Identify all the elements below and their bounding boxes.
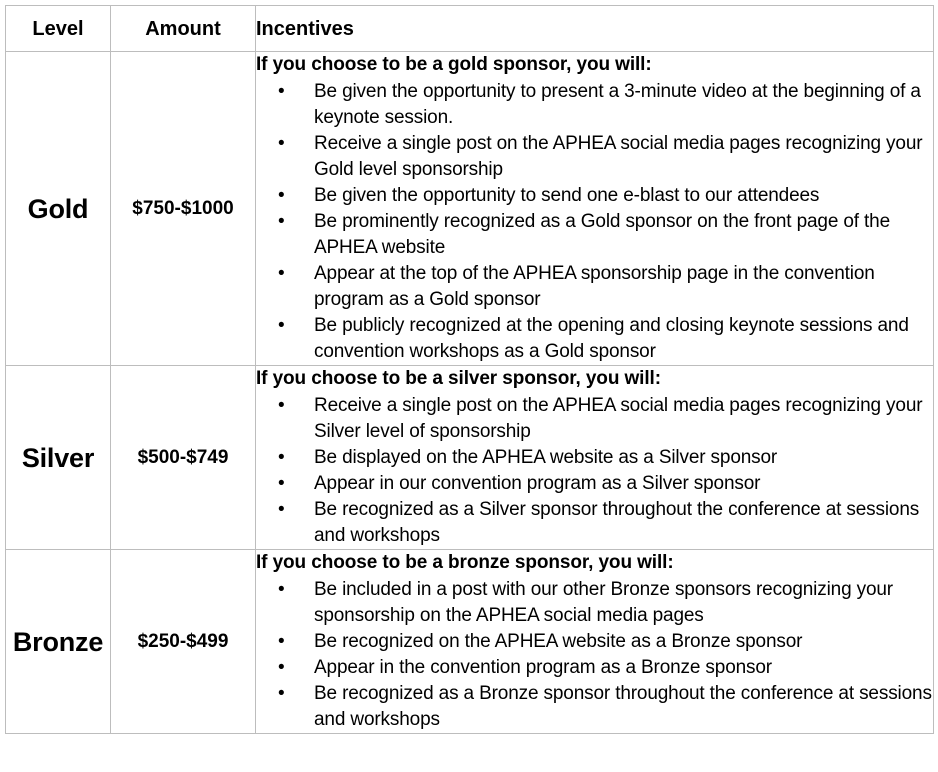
table-row — [6, 366, 934, 550]
bullet-icon: • — [278, 211, 285, 232]
incentives-heading-gold: If you choose to be a gold sponsor, you will: — [256, 54, 652, 75]
bullet-icon: • — [278, 631, 285, 652]
list-item-text: Be included in a post with our other Bronze sponsors recognizing your sponsorship on the APHEA social media pages — [314, 579, 893, 626]
list-item — [256, 209, 933, 261]
list-item — [256, 79, 933, 131]
column-header-amount: Amount — [111, 6, 256, 52]
incentives-cell-bronze — [256, 550, 934, 734]
bullet-icon: • — [278, 499, 285, 520]
list-item-text: Appear in our convention program as a Silver sponsor — [314, 473, 761, 494]
sponsorship-levels-table — [5, 5, 934, 734]
list-item — [256, 131, 933, 183]
bullet-icon: • — [278, 81, 285, 102]
bullet-icon: • — [278, 133, 285, 154]
list-item — [256, 261, 933, 313]
level-value-bronze: Bronze — [6, 550, 111, 734]
incentives-list-bronze — [256, 577, 933, 733]
amount-value-silver: $500-$749 — [111, 366, 256, 550]
bullet-icon: • — [278, 315, 285, 336]
bullet-icon: • — [278, 447, 285, 468]
list-item-text: Be given the opportunity to present a 3-minute video at the beginning of a keynote session. — [314, 81, 921, 128]
list-item-text: Be recognized as a Bronze sponsor throughout the conference at sessions and workshops — [314, 683, 932, 730]
bullet-icon: • — [278, 683, 285, 704]
level-value-silver: Silver — [6, 366, 111, 550]
level-value-gold: Gold — [6, 52, 111, 366]
table-row — [6, 52, 934, 366]
incentives-heading-bronze: If you choose to be a bronze sponsor, you will: — [256, 552, 674, 573]
list-item — [256, 497, 933, 549]
list-item-text: Be given the opportunity to send one e-blast to our attendees — [314, 185, 820, 206]
list-item — [256, 629, 933, 655]
list-item — [256, 655, 933, 681]
incentives-cell-gold — [256, 52, 934, 366]
incentives-cell-silver — [256, 366, 934, 550]
incentives-list-gold — [256, 79, 933, 365]
list-item-text: Appear at the top of the APHEA sponsorship page in the convention program as a Gold sponsor — [314, 263, 875, 310]
list-item-text: Be recognized as a Silver sponsor throughout the conference at sessions and workshops — [314, 499, 920, 546]
list-item — [256, 183, 933, 209]
list-item-text: Be recognized on the APHEA website as a Bronze sponsor — [314, 631, 803, 652]
list-item — [256, 471, 933, 497]
list-item-text: Receive a single post on the APHEA social media pages recognizing your Gold level sponsorship — [314, 133, 923, 180]
list-item-text: Be publicly recognized at the opening and closing keynote sessions and convention workshops as a Gold sponsor — [314, 315, 909, 362]
amount-value-bronze: $250-$499 — [111, 550, 256, 734]
list-item — [256, 681, 933, 733]
table-body — [6, 52, 934, 734]
column-header-incentives: Incentives — [256, 6, 934, 52]
bullet-icon: • — [278, 263, 285, 284]
list-item — [256, 313, 933, 365]
bullet-icon: • — [278, 473, 285, 494]
list-item — [256, 445, 933, 471]
bullet-icon: • — [278, 185, 285, 206]
table-header-row — [6, 6, 934, 52]
table-row — [6, 550, 934, 734]
list-item — [256, 393, 933, 445]
list-item — [256, 577, 933, 629]
list-item-text: Be displayed on the APHEA website as a Silver sponsor — [314, 447, 778, 468]
bullet-icon: • — [278, 395, 285, 416]
list-item-text: Be prominently recognized as a Gold sponsor on the front page of the APHEA website — [314, 211, 890, 258]
list-item-text: Appear in the convention program as a Bronze sponsor — [314, 657, 772, 678]
column-header-level: Level — [6, 6, 111, 52]
incentives-heading-silver: If you choose to be a silver sponsor, you will: — [256, 368, 661, 389]
bullet-icon: • — [278, 657, 285, 678]
incentives-list-silver — [256, 393, 933, 549]
bullet-icon: • — [278, 579, 285, 600]
amount-value-gold: $750-$1000 — [111, 52, 256, 366]
list-item-text: Receive a single post on the APHEA social media pages recognizing your Silver level of sponsorship — [314, 395, 923, 442]
